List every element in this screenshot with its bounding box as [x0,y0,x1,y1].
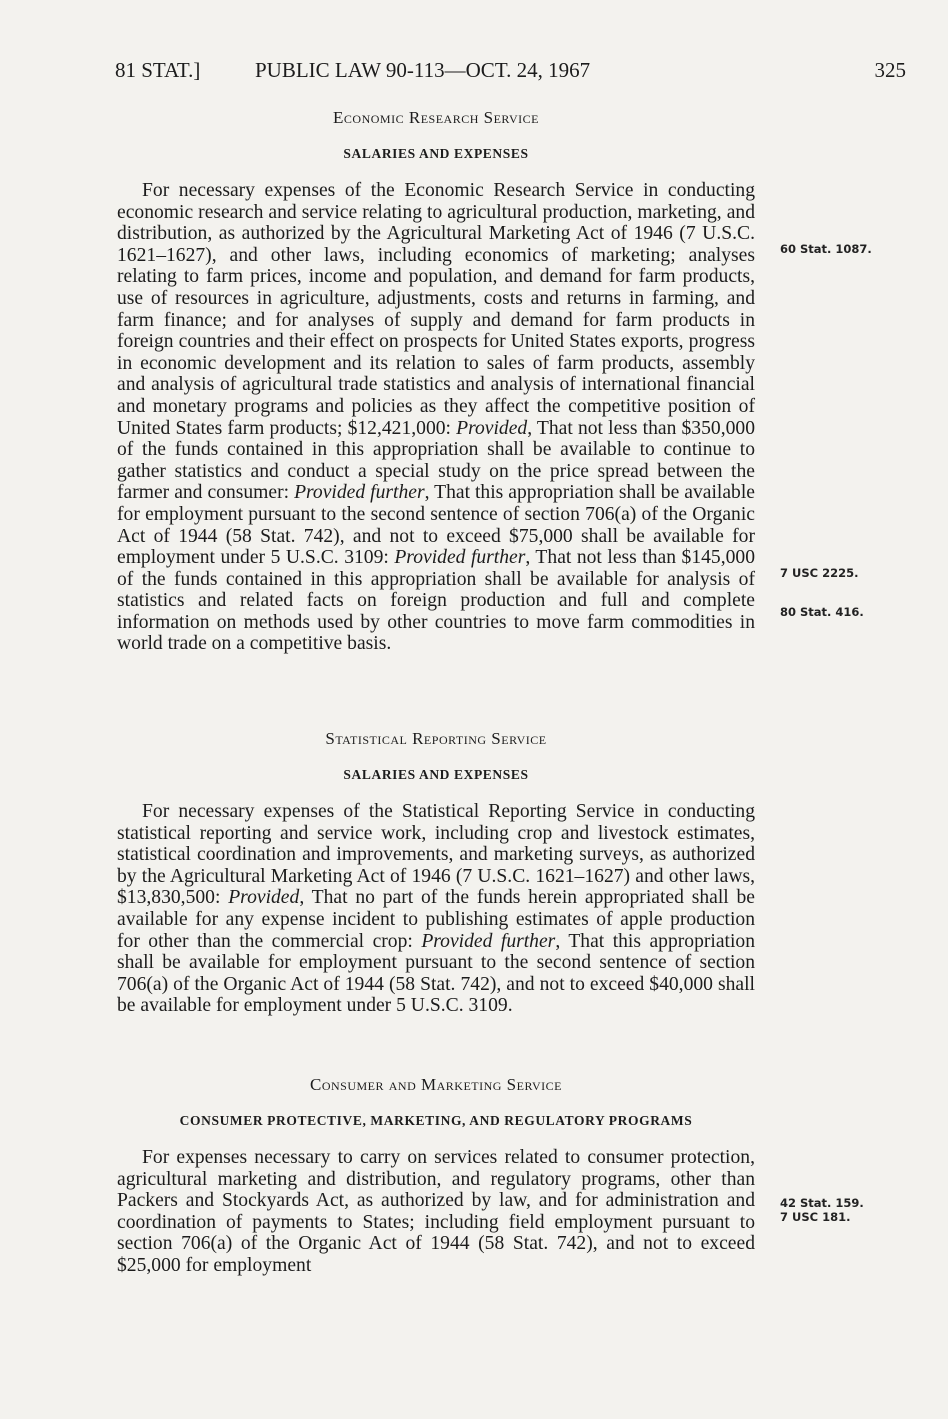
margin-note: 7 USC 2225. [780,566,859,580]
margin-note: 80 Stat. 416. [780,605,864,619]
section-economic-research [117,108,755,655]
section-title: Economic Research Service [333,108,539,127]
page-number: 325 [874,58,906,82]
section-subtitle: SALARIES AND EXPENSES [343,146,529,161]
page-header [115,58,906,88]
margin-note: 60 Stat. 1087. [780,242,872,256]
section-paragraph: For necessary expenses of the Statistical Reporting Service in conducting statistical reporting and service work, including crop and livestock estimates, statistical coordination and improvements, and marketing surveys, as authorized by the Agricultural Marketing Act of 1946 (7 U.S.C. 1621–1627) and other laws, $13,830,500: Provided, That no part of the funds herein appropriated shall be available for any expense incident to publishing estimates of apple production for other than the commercial crop: Provided further, That this appropriation shall be available for employment pursuant to the second sentence of section 706(a) of the Organic Act of 1944 (58 Stat. 742), and not to exceed $40,000 shall be available for employment under 5 U.S.C. 3109. [117,801,756,1017]
public-law-title: PUBLIC LAW 90-113—OCT. 24, 1967 [255,58,591,82]
section-statistical-reporting [117,729,755,1017]
section-consumer-marketing [117,1075,755,1277]
section-subtitle: CONSUMER PROTECTIVE, MARKETING, AND REGULATORY PROGRAMS [179,1113,693,1128]
section-paragraph: For expenses necessary to carry on services related to consumer protection, agricultural marketing and distribution, and regulatory programs, other than Packers and Stockyards Act, as authorized by law, and for administration and coordination of payments to States; including field employment pursuant to section 706(a) of the Organic Act of 1944 (58 Stat. 742), and not to exceed $25,000 for employment [117,1147,755,1276]
section-title: Statistical Reporting Service [325,729,547,748]
statute-volume: 81 STAT.] [115,58,201,82]
section-paragraph: For necessary expenses of the Economic Research Service in conducting economic research and service relating to agricultural production, marketing, and distribution, as authorized by the Agricultural Marketing Act of 1946 (7 U.S.C. 1621–1627), and other laws, including economics of marketing; analyses relating to farm prices, income and population, and demand for farm products, use of resources in agriculture, adjustments, costs and returns in farming, and farm finance; and for analyses of supply and demand for farm products in foreign countries and their effect on prospects for United States exports, progress in economic development and its relation to sales of farm products, assembly and analysis of agricultural trade statistics and analysis of international financial and monetary programs and policies as they affect the competitive position of United States farm products; $12,421,000: Provided, That not less than $350,000 of the funds contained in this appropriation shall be available to continue to gather statistics and conduct a special study on the price spread between the farmer and consumer: Provided further, That this appropriation shall be available for employment pursuant to the second sentence of section 706(a) of the Organic Act of 1944 (58 Stat. 742), and not to exceed $75,000 shall be available for employment under 5 U.S.C. 3109: Provided further, That not less than $145,000 of the funds contained in this appropriation shall be available for analysis of statistics and related facts on foreign production and full and complete information on methods used by other countries to move farm commodities in world trade on a competitive basis. [117,180,755,655]
margin-note: 42 Stat. 159. 7 USC 181. [780,1196,864,1224]
section-subtitle: SALARIES AND EXPENSES [343,767,529,782]
section-title: Consumer and Marketing Service [309,1075,563,1094]
